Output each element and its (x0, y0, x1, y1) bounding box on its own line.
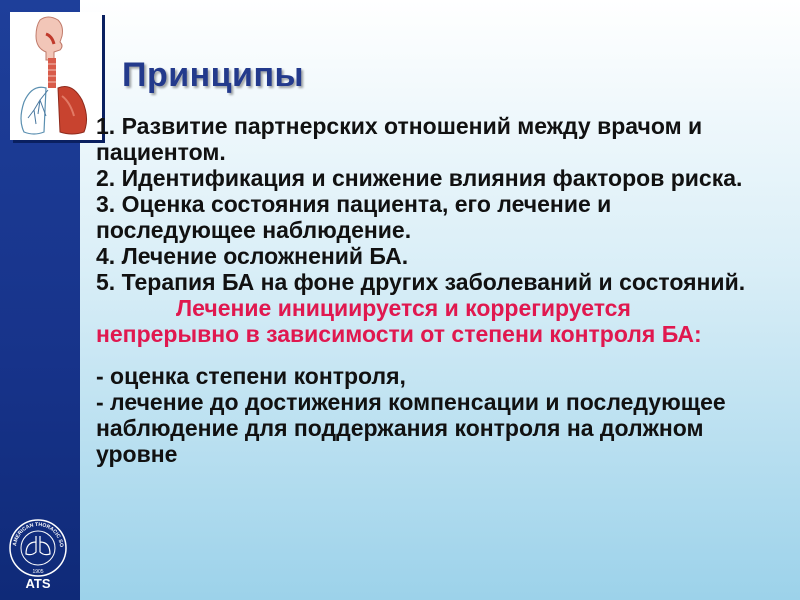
principle-item: 2. Идентификация и снижение влияния факторов риска. (96, 165, 743, 191)
highlight-text: Лечение инициируется и коррегируется непрерывно в зависимости от степени контроля БА: (96, 295, 702, 347)
principle-item: 5. Терапия БА на фоне других заболеваний и состояний. (96, 269, 746, 295)
respiratory-system-illustration (10, 12, 102, 140)
ats-logo (6, 512, 76, 594)
bullet-item: - оценка степени контроля, (96, 363, 406, 389)
principle-item: 4. Лечение осложнений БА. (96, 243, 409, 269)
bullet-item: - лечение до достижения компенсации и последующее наблюдение для поддержания контроля на должном уровне (96, 389, 726, 467)
logo-year: 1905 (32, 569, 44, 575)
slide-content (96, 113, 772, 467)
logo-text: ATS (25, 576, 51, 591)
principle-item: 3. Оценка состояния пациента, его лечение и последующее наблюдение. (96, 191, 612, 243)
highlight-text-block (96, 295, 772, 347)
slide-title: Принципы (122, 56, 305, 94)
principle-item: 1. Развитие партнерских отношений между врачом и пациентом. (96, 113, 703, 165)
logo-ring-text: AMERICAN THORACIC SO (12, 521, 65, 548)
